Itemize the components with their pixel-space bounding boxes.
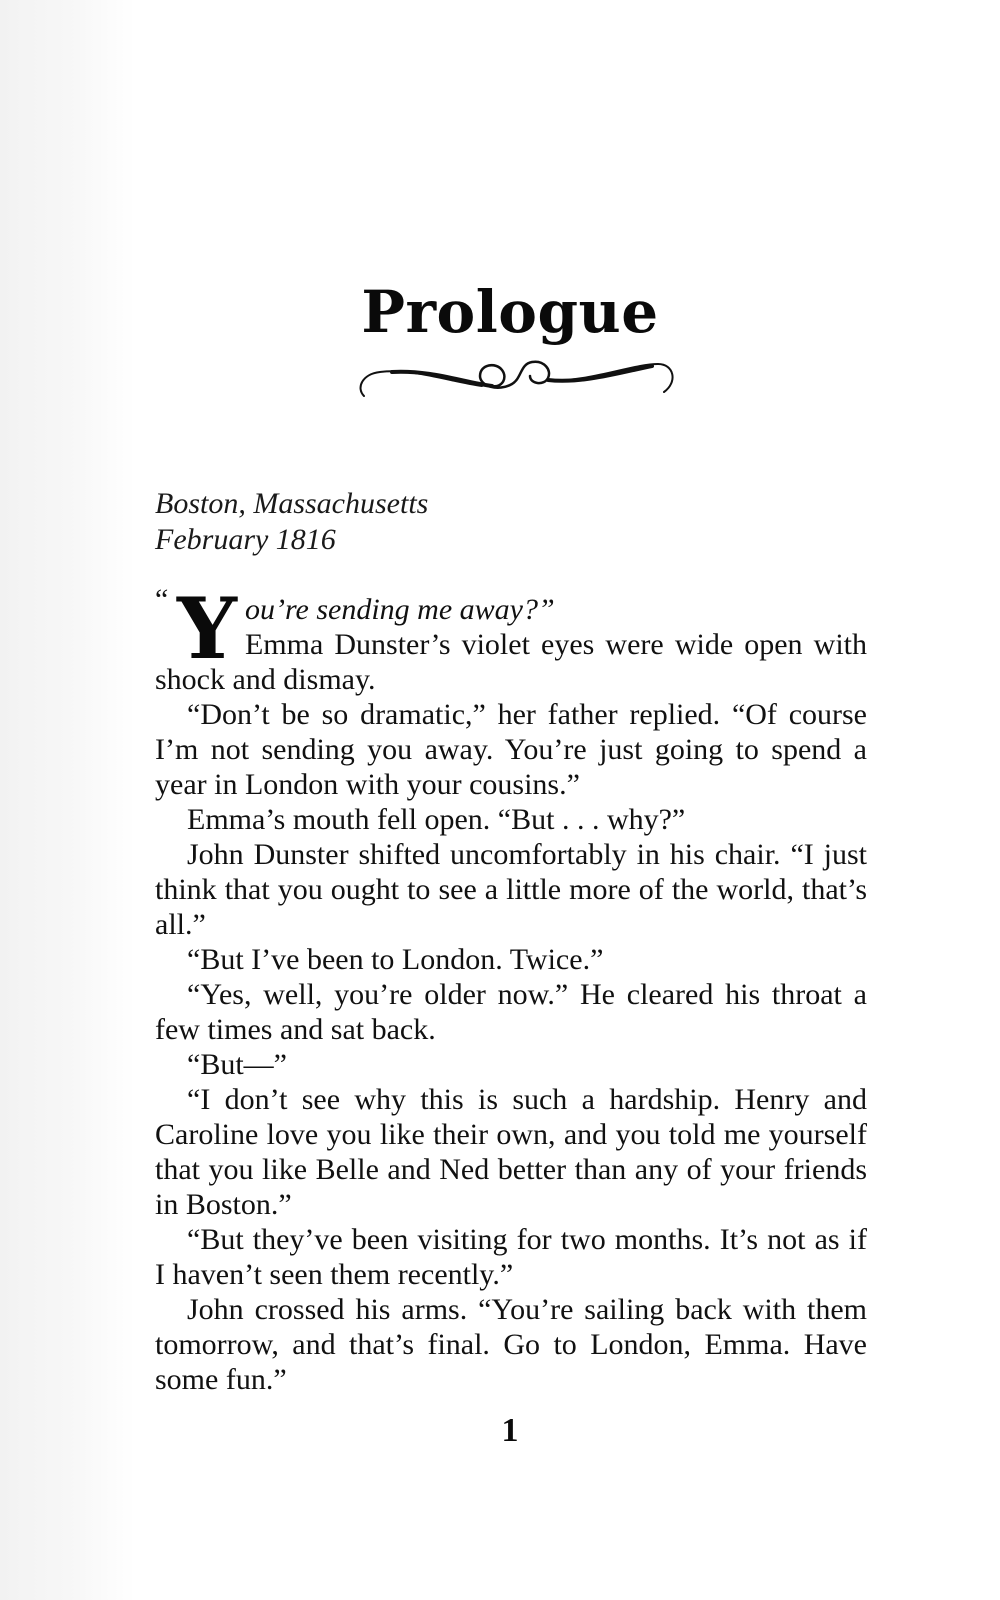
paragraph: “Don’t be so dramatic,” her father replied. “Of course I’m not sending you away. You’re just going to spend a year in London with your cousins.” — [155, 698, 867, 801]
page-number: 1 — [501, 1412, 519, 1449]
paragraph: Emma’s mouth fell open. “But . . . why?” — [187, 803, 686, 836]
drop-cap-letter: Y — [177, 579, 237, 678]
story-text — [155, 579, 867, 1397]
opening-rest: Emma Dunster’s violet eyes were wide open with shock and dismay. — [155, 628, 867, 696]
paragraph: “Yes, well, you’re older now.” He cleared his throat a few times and sat back. — [155, 978, 867, 1046]
opening-italic-line: ou’re sending me away?” — [244, 593, 555, 626]
setting-date: February 1816 — [155, 523, 336, 556]
paragraph: “I don’t see why this is such a hardship. Henry and Caroline love you like their own, and you told me yourself that you like Belle and Ned better than any of your friends in Boston.” — [155, 1083, 867, 1221]
paragraph: John crossed his arms. “You’re sailing back with them tomorrow, and that’s final. Go to London, Emma. Have some fun.” — [155, 1293, 867, 1396]
setting-place: Boston, Massachusetts — [155, 487, 429, 520]
paragraph: “But they’ve been visiting for two months. It’s not as if I haven’t seen them recently.” — [155, 1223, 867, 1291]
paragraph: “But I’ve been to London. Twice.” — [187, 943, 604, 976]
chapter-title: Prologue — [361, 278, 659, 346]
page-edge-shadow — [0, 0, 135, 1600]
opening-quote-mark: “ — [155, 583, 169, 616]
paragraph: John Dunster shifted uncomfortably in his chair. “I just think that you ought to see a little more of the world, that’s all.” — [155, 838, 867, 941]
setting-dateline — [155, 486, 428, 558]
flourish-ornament — [352, 352, 678, 412]
paragraph: “But—” — [187, 1048, 287, 1081]
opening-paragraph — [155, 579, 867, 697]
